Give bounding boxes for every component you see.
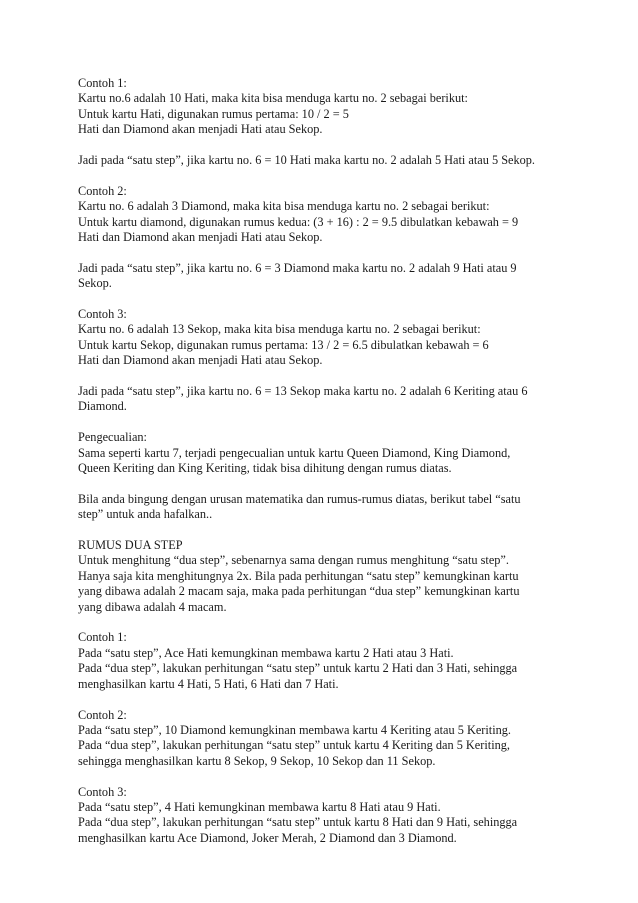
text-line: step” untuk anda hafalkan.. [78, 507, 213, 522]
text-line: Untuk kartu Hati, digunakan rumus pertama: 10 / 2 = 5 [78, 106, 349, 121]
text-line: Pada “satu step”, Ace Hati kemungkinan membawa kartu 2 Hati atau 3 Hati. [78, 645, 454, 660]
text-line: sehingga menghasilkan kartu 8 Sekop, 9 Sekop, 10 Sekop dan 11 Sekop. [78, 753, 436, 768]
text-line: Kartu no. 6 adalah 13 Sekop, maka kita bisa menduga kartu no. 2 sebagai berikut: [78, 322, 481, 337]
paragraph [78, 708, 568, 770]
text-line: Pada “dua step”, lakukan perhitungan “satu step” untuk kartu 2 Hati dan 3 Hati, sehingga [78, 661, 518, 676]
text-line: Pada “satu step”, 10 Diamond kemungkinan membawa kartu 4 Keriting atau 5 Keriting. [78, 722, 512, 737]
document-page [78, 76, 568, 862]
paragraph [78, 307, 568, 369]
paragraph [78, 153, 568, 168]
text-line: Jadi pada “satu step”, jika kartu no. 6 = 10 Hati maka kartu no. 2 adalah 5 Hati atau 5 Sekop. [78, 153, 536, 168]
text-line: Jadi pada “satu step”, jika kartu no. 6 = 3 Diamond maka kartu no. 2 adalah 9 Hati atau 9 [78, 260, 517, 275]
text-line: Hati dan Diamond akan menjadi Hati atau Sekop. [78, 122, 323, 137]
text-line: Hati dan Diamond akan menjadi Hati atau Sekop. [78, 353, 323, 368]
text-line: RUMUS DUA STEP [78, 538, 183, 553]
text-line: Contoh 3: [78, 307, 127, 322]
paragraph [78, 384, 568, 415]
text-line: Pada “dua step”, lakukan perhitungan “satu step” untuk kartu 8 Hati dan 9 Hati, sehingga [78, 815, 518, 830]
text-line: Contoh 1: [78, 76, 127, 90]
text-line: Untuk kartu Sekop, digunakan rumus pertama: 13 / 2 = 6.5 dibulatkan kebawah = 6 [78, 337, 489, 352]
paragraph [78, 630, 568, 692]
paragraph [78, 261, 568, 292]
text-line: Contoh 2: [78, 707, 127, 722]
text-line: Hati dan Diamond akan menjadi Hati atau Sekop. [78, 230, 323, 245]
paragraph [78, 430, 568, 476]
text-line: Contoh 2: [78, 183, 127, 198]
text-line: Untuk menghitung “dua step”, sebenarnya sama dengan rumus menghitung “satu step”. [78, 553, 509, 568]
text-line: Hanya saja kita menghitungnya 2x. Bila pada perhitungan “satu step” kemungkinan kartu [78, 568, 519, 583]
text-line: Sekop. [78, 276, 112, 291]
text-line: menghasilkan kartu 4 Hati, 5 Hati, 6 Hati dan 7 Hati. [78, 676, 339, 691]
text-line: Contoh 3: [78, 784, 127, 799]
text-line: Jadi pada “satu step”, jika kartu no. 6 = 13 Sekop maka kartu no. 2 adalah 6 Keriting atau 6 [78, 384, 528, 399]
text-line: Sama seperti kartu 7, terjadi pengecualian untuk kartu Queen Diamond, King Diamond, [78, 445, 511, 460]
text-line: Kartu no. 6 adalah 3 Diamond, maka kita bisa menduga kartu no. 2 sebagai berikut: [78, 199, 490, 214]
text-line: Pada “satu step”, 4 Hati kemungkinan membawa kartu 8 Hati atau 9 Hati. [78, 799, 441, 814]
text-line: Pada “dua step”, lakukan perhitungan “satu step” untuk kartu 4 Keriting dan 5 Keriting, [78, 738, 510, 753]
text-line: Queen Keriting dan King Keriting, tidak bisa dihitung dengan rumus diatas. [78, 461, 452, 476]
text-line: Bila anda bingung dengan urusan matematika dan rumus-rumus diatas, berikut tabel “satu [78, 491, 521, 506]
paragraph [78, 538, 568, 615]
text-line: menghasilkan kartu Ace Diamond, Joker Merah, 2 Diamond dan 3 Diamond. [78, 830, 457, 845]
text-line: yang dibawa adalah 2 macam saja, maka pada perhitungan “dua step” kemungkinan kartu [78, 584, 520, 599]
text-line: Diamond. [78, 399, 127, 414]
paragraph [78, 76, 568, 138]
text-line: Untuk kartu diamond, digunakan rumus kedua: (3 + 16) : 2 = 9.5 dibulatkan kebawah = 9 [78, 214, 519, 229]
text-line: Pengecualian: [78, 430, 147, 445]
text-line: Kartu no.6 adalah 10 Hati, maka kita bisa menduga kartu no. 2 sebagai berikut: [78, 91, 468, 106]
text-line: Contoh 1: [78, 630, 127, 645]
paragraph [78, 492, 568, 523]
paragraph [78, 184, 568, 246]
text-line: yang dibawa adalah 4 macam. [78, 599, 227, 614]
paragraph [78, 785, 568, 847]
